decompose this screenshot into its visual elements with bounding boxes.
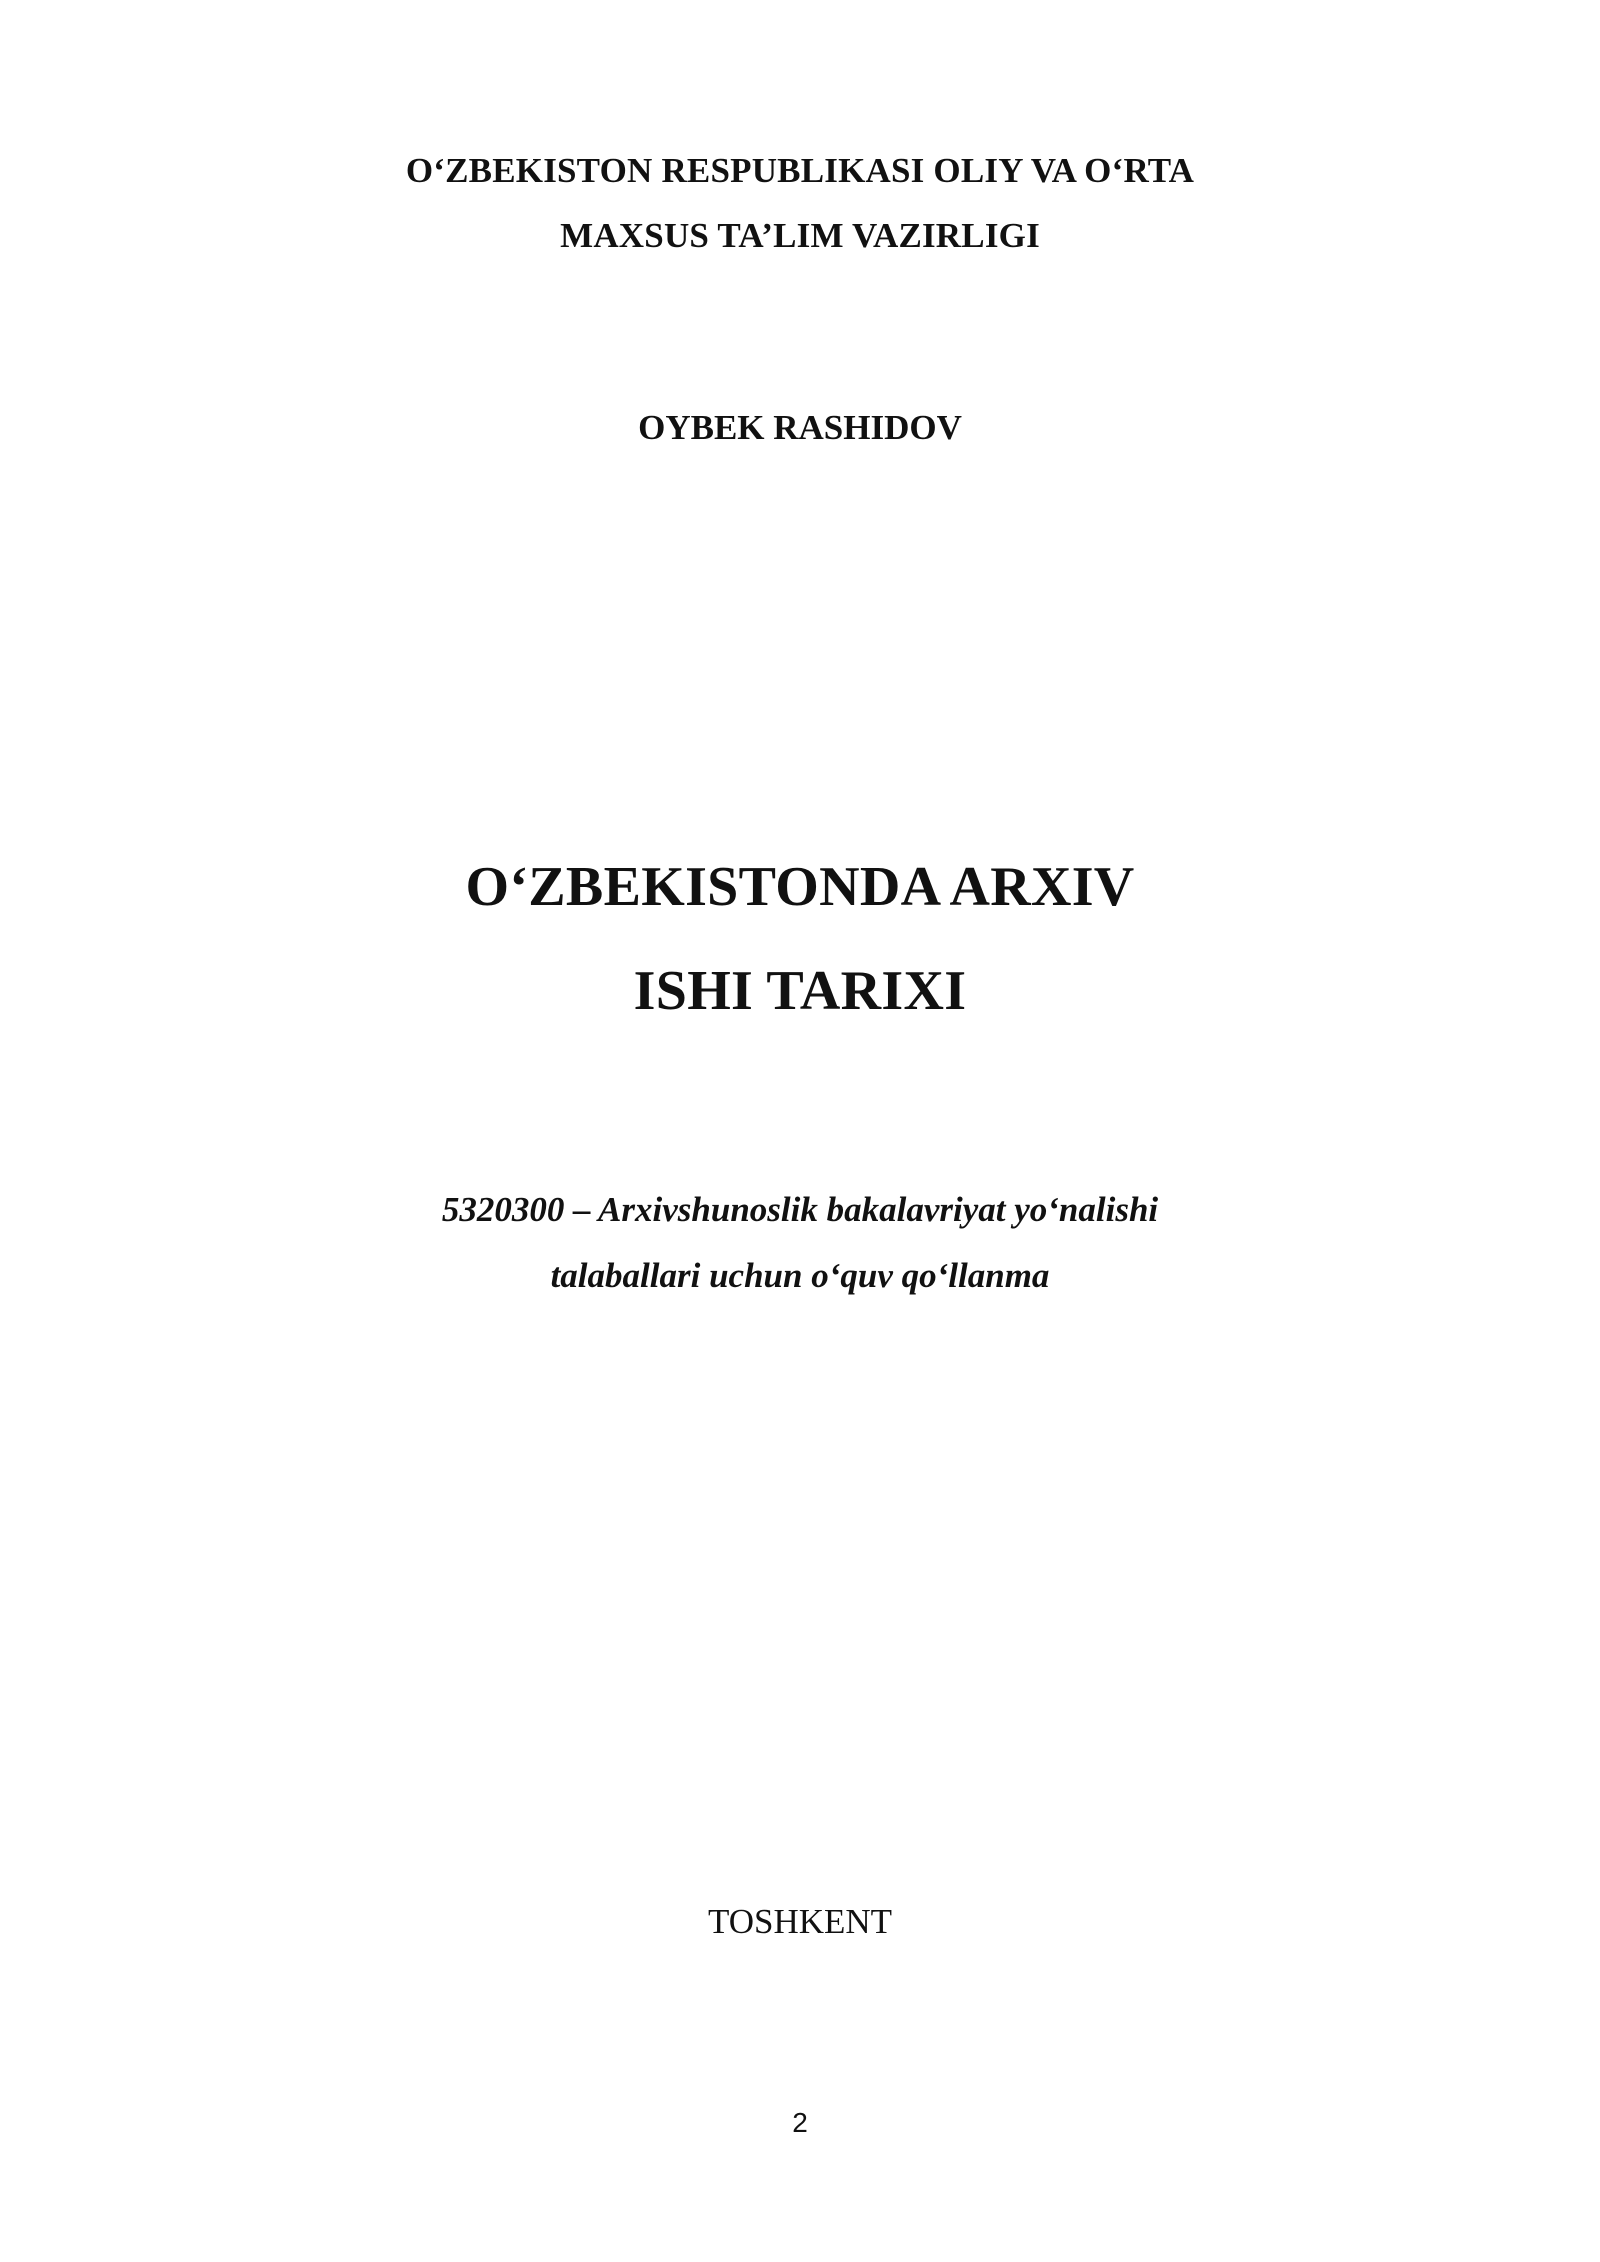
page-number: 2 <box>792 2107 808 2138</box>
subtitle-line-1: 5320300 – Arxivshunoslik bakalavriyat yo‘nalishi <box>441 1190 1159 1229</box>
subtitle-line-2: talaballari uchun o‘quv qo‘llanma <box>550 1256 1050 1295</box>
publication-city: TOSHKENT <box>707 1902 893 1941</box>
book-title-line-1: O‘ZBEKISTONDA ARXIV <box>465 856 1135 918</box>
ministry-line-2: MAXSUS TA’LIM VAZIRLIGI <box>560 216 1040 255</box>
author-name: OYBEK RASHIDOV <box>638 408 962 447</box>
book-title-line-2: ISHI TARIXI <box>633 960 967 1022</box>
ministry-line-1: O‘ZBEKISTON RESPUBLIKASI OLIY VA O‘RTA <box>405 151 1195 190</box>
